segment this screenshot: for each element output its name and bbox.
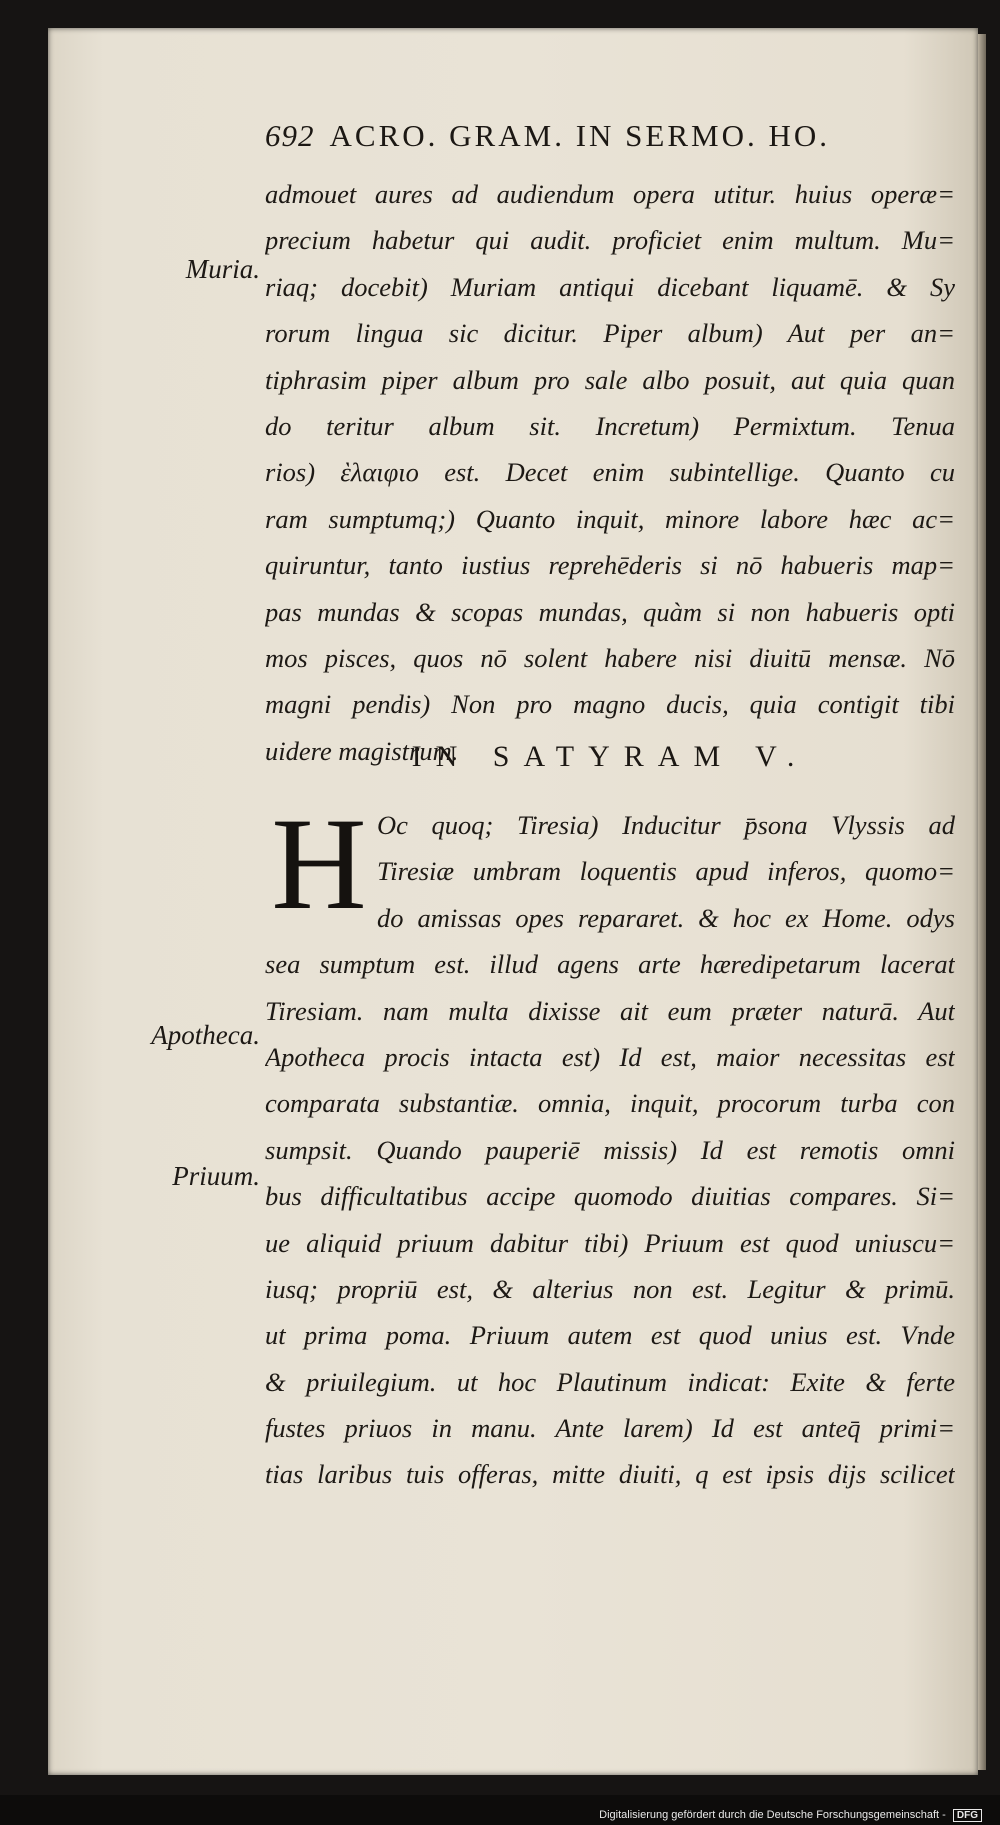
- marginal-note-apotheca: Apotheca.: [151, 1020, 260, 1050]
- text-line: admouet aures ad audiendum opera utitur. huius operæ=: [265, 179, 955, 209]
- text-line: sea sumptum est. illud agens arte hæredipetarum lacerat: [265, 949, 955, 980]
- section-heading: IN SATYRAM V.: [411, 740, 809, 773]
- text-line: magni pendis) Non pro magno ducis, quia contigit tibi: [265, 689, 955, 720]
- text-line: bus difficultatibus accipe quomodo diuitias compares. Si=: [265, 1181, 955, 1212]
- text-line: uidere magistrum.: [265, 735, 459, 766]
- page-number: 692: [265, 118, 315, 153]
- page-edge: [978, 34, 986, 1770]
- text-line: ram sumptumq;) Quanto inquit, minore labore hæc ac=: [265, 503, 955, 534]
- text-line: & priuilegium. ut hoc Plautinum indicat: Exite & ferte: [265, 1366, 955, 1397]
- text-line: tiphrasim piper album pro sale albo posuit, aut quia quan: [265, 364, 955, 395]
- text-line: tias laribus tuis offeras, mitte diuiti, q est ipsis dijs scilicet: [265, 1459, 955, 1490]
- text-line: ue aliquid priuum dabitur tibi) Priuum est quod uniuscu=: [265, 1227, 955, 1258]
- text-line: rios) ὲλαιφιο est. Decet enim subintellige. Quanto cu: [265, 457, 955, 488]
- text-line: Oc quoq; Tiresia) Inducitur p̄sona Vlyssis ad: [377, 810, 955, 840]
- funding-credit: Digitalisierung gefördert durch die Deutsche Forschungsgemeinschaft -: [599, 1809, 946, 1821]
- text-line: Apotheca procis intacta est) Id est, maior necessitas est: [265, 1041, 955, 1072]
- text-line: mos pisces, quos nō solent habere nisi diuitū mensæ. Nō: [265, 642, 955, 673]
- text-line: quiruntur, tanto iustius reprehēderis si nō habueris map=: [265, 550, 955, 581]
- text-line: do amissas opes repararet. & hoc ex Home. odys: [377, 902, 955, 933]
- footer-credit: [599, 1809, 982, 1822]
- marginal-note-priuum: Priuum.: [172, 1161, 260, 1191]
- drop-cap-initial: H: [271, 790, 367, 937]
- dfg-logo: DFG: [953, 1809, 982, 1822]
- text-line: rorum lingua sic dicitur. Piper album) Aut per an=: [265, 318, 955, 349]
- text-line: do teritur album sit. Incretum) Permixtum. Tenua: [265, 410, 955, 441]
- text-line: ut prima poma. Priuum autem est quod unius est. Vnde: [265, 1320, 955, 1351]
- text-line: precium habetur qui audit. proficiet enim multum. Mu=: [265, 225, 955, 256]
- text-line: riaq; docebit) Muriam antiqui dicebant liquamē. & Sy: [265, 271, 955, 302]
- marginal-note-muria: Muria.: [185, 254, 260, 284]
- text-line: Tiresiæ umbram loquentis apud inferos, quomo=: [377, 856, 955, 887]
- running-title: ACRO. GRAM. IN SERMO. HO.: [329, 118, 830, 153]
- text-line: sumpsit. Quando pauperiē missis) Id est remotis omni: [265, 1134, 955, 1165]
- text-line: fustes priuos in manu. Ante larem) Id est anteq̄ primi=: [265, 1413, 955, 1444]
- commentary-block-2: [265, 790, 955, 1498]
- text-line: Tiresiam. nam multa dixisse ait eum præter naturā. Aut: [265, 995, 955, 1026]
- text-line: pas mundas & scopas mundas, quàm si non habueris opti: [265, 596, 955, 627]
- text-line: comparata substantiæ. omnia, inquit, procorum turba con: [265, 1088, 955, 1119]
- text-line: iusq; propriū est, & alterius non est. Legitur & primū.: [265, 1273, 955, 1304]
- running-head: [265, 118, 955, 154]
- commentary-block-1: [265, 171, 955, 774]
